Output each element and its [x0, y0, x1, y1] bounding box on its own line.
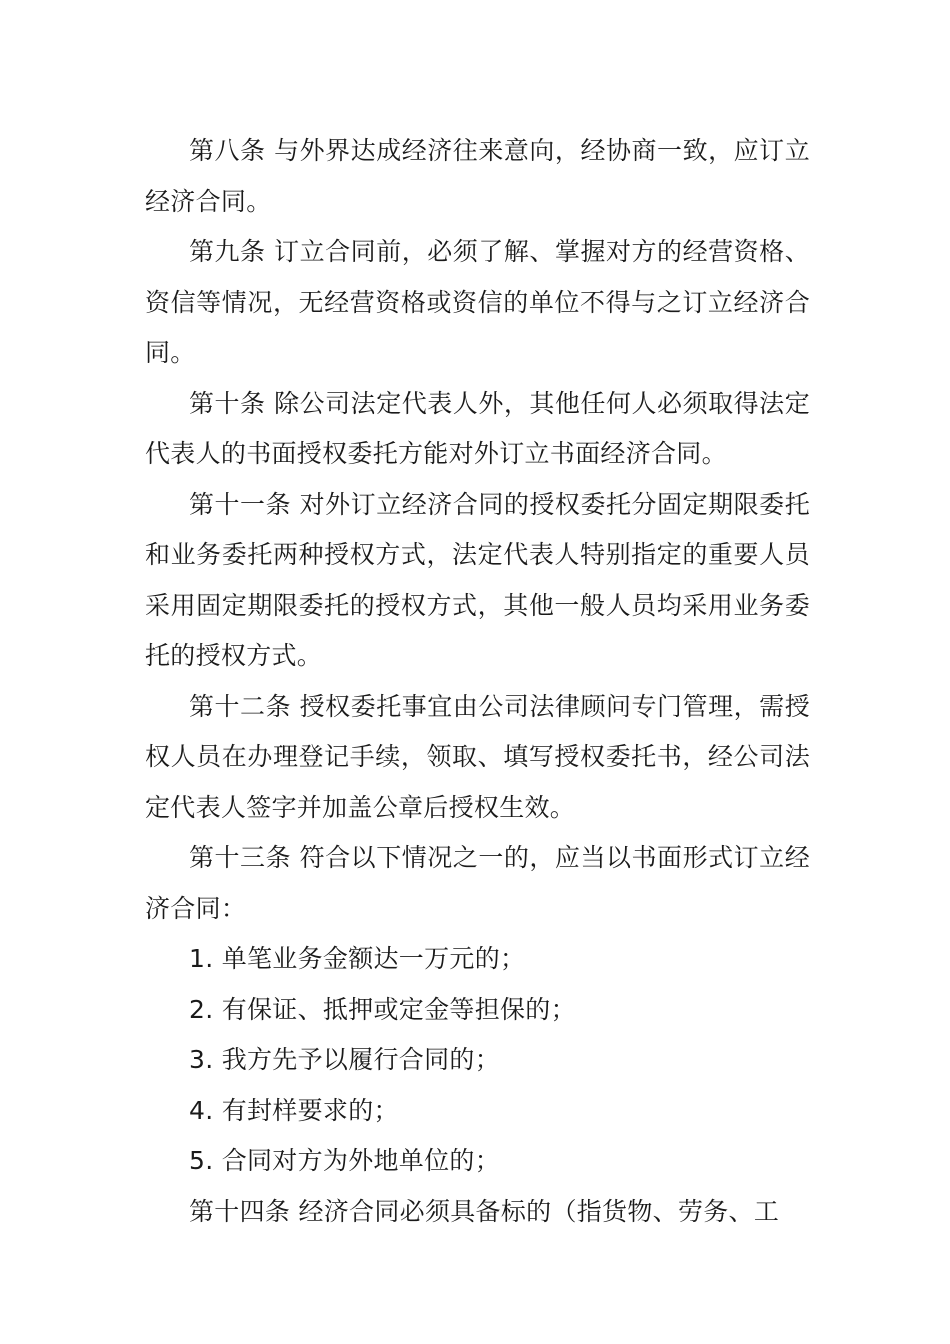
article-9: 第九条 订立合同前，必须了解、掌握对方的经营资格、资信等情况，无经营资格或资信的单位不得与之订立经济合同。: [145, 237, 810, 367]
list-item-text: 合同对方为外地单位的；: [221, 1146, 501, 1175]
article-13: 第十三条 符合以下情况之一的，应当以书面形式订立经济合同：: [145, 843, 810, 923]
article-11: 第十一条 对外订立经济合同的授权委托分固定期限委托和业务委托两种授权方式，法定代表人特别指定的重要人员采用固定期限委托的授权方式，其他一般人员均采用业务委托的授权方式。: [145, 489, 810, 670]
list-item-text: 有保证、抵押或定金等担保的；: [221, 994, 576, 1024]
list-item: [145, 1086, 810, 1137]
list-item: [145, 1136, 810, 1187]
list-item: [145, 985, 810, 1036]
article-10: 第十条 除公司法定代表人外，其他任何人必须取得法定代表人的书面授权委托方能对外订立书面经济合同。: [145, 388, 810, 468]
article-14: 第十四条 经济合同必须具备标的（指货物、劳务、工: [189, 1196, 780, 1226]
list-item-number: 1.: [189, 944, 214, 973]
article-8: 第八条 与外界达成经济往来意向，经协商一致，应订立经济合同。: [145, 136, 810, 216]
list-item-text: 单笔业务金额达一万元的；: [221, 944, 526, 973]
article-12: 第十二条 授权委托事宜由公司法律顾问专门管理，需授权人员在办理登记手续，领取、填写授权委托书，经公司法定代表人签字并加盖公章后授权生效。: [145, 691, 810, 822]
list-item: [145, 1035, 810, 1086]
list-item-number: 3.: [189, 1045, 214, 1074]
list-item-number: 4.: [189, 1095, 214, 1125]
list-item-text: 我方先予以履行合同的；: [221, 1045, 501, 1074]
list-item-text: 有封样要求的；: [221, 1095, 399, 1125]
list-item-number: 5.: [189, 1146, 214, 1175]
list-item: [145, 934, 810, 985]
document-body: [145, 126, 810, 1237]
list-item-number: 2.: [189, 994, 214, 1024]
